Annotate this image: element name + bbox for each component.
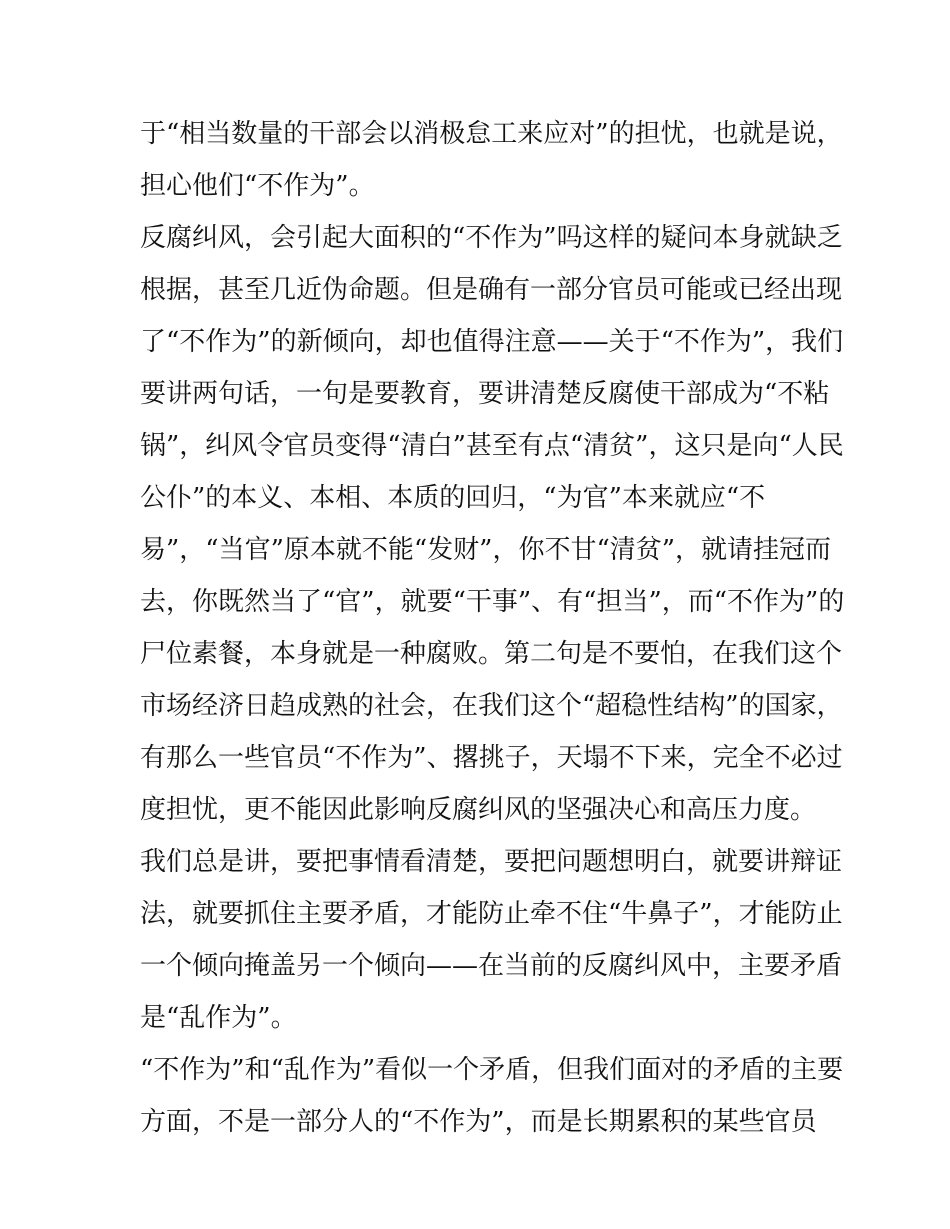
text-line: 担心他们“不作为”。 <box>140 171 375 201</box>
text-line: 一个倾向掩盖另一个倾向——在当前的反腐纠风中，主要矛盾 <box>140 951 843 981</box>
text-line: 我们总是讲，要把事情看清楚，要把问题想明白，就要讲辩证 <box>140 847 843 877</box>
text-line: 市场经济日趋成熟的社会，在我们这个“超稳性结构”的国家， <box>140 691 843 721</box>
text-line: 反腐纠风，会引起大面积的“不作为”吗这样的疑问本身就缺乏 <box>140 223 843 253</box>
text-line: “不作为”和“乱作为”看似一个矛盾，但我们面对的矛盾的主要 <box>140 1055 844 1085</box>
text-line: 要讲两句话，一句是要教育，要讲清楚反腐使干部成为“不粘 <box>140 379 830 409</box>
text-line: 锅”，纠风令官员变得“清白”甚至有点“清贫”，这只是向“人民 <box>140 431 844 461</box>
text-line: 方面，不是一部分人的“不作为”，而是长期累积的某些官员 <box>140 1107 817 1137</box>
body-text <box>140 108 845 1148</box>
text-line: 于“相当数量的干部会以消极怠工来应对”的担忧，也就是说， <box>140 119 843 149</box>
text-line: 是“乱作为”。 <box>140 1003 297 1033</box>
text-line: 易”，“当官”原本就不能“发财”，你不甘“清贫”，就请挂冠而 <box>140 535 832 565</box>
text-line: 有那么一些官员“不作为”、撂挑子，天塌不下来，完全不必过 <box>140 743 843 773</box>
text-line: 法，就要抓住主要矛盾，才能防止牵不住“牛鼻子”，才能防止 <box>140 899 843 929</box>
text-line: 公仆”的本义、本相、本质的回归，“为官”本来就应“不 <box>140 483 766 513</box>
text-line: 度担忧，更不能因此影响反腐纠风的坚强决心和高压力度。 <box>140 795 817 825</box>
text-line: 去，你既然当了“官”，就要“干事”、有“担当”，而“不作为”的 <box>140 587 845 617</box>
text-line: 了“不作为”的新倾向，却也值得注意——关于“不作为”，我们 <box>140 327 844 357</box>
text-line: 尸位素餐，本身就是一种腐败。第二句是不要怕，在我们这个 <box>140 639 843 669</box>
text-line: 根据，甚至几近伪命题。但是确有一部分官员可能或已经出现 <box>140 275 843 305</box>
